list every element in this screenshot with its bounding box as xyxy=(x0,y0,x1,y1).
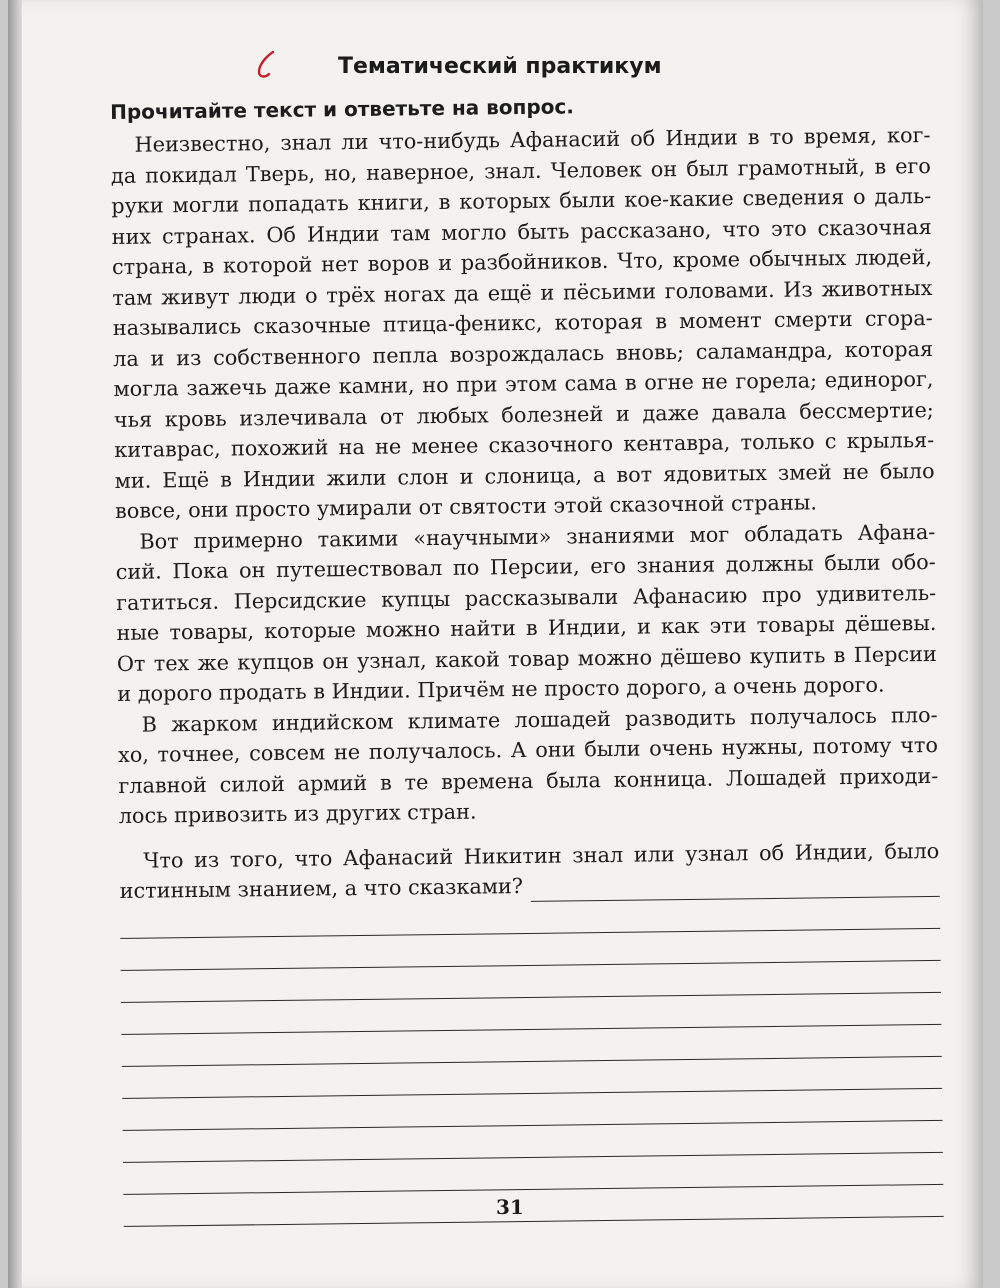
text-line: ми. Ещё в Индии жили слон и слоница, а вот ядовитых змей не было xyxy=(114,458,935,493)
text-line: да покидал Тверь, но, наверное, знал. Человек он был грамотный, в его xyxy=(110,153,932,188)
text-line: ла и из собственного пепла возрождалась вновь; саламандра, которая xyxy=(113,336,934,371)
text-line: могла зажечь даже камни, но при этом сама в огне не горела; единорог, xyxy=(113,366,934,401)
text-line: лось привозить из других стран. xyxy=(118,799,477,828)
text-block xyxy=(110,90,944,1226)
text-line: чья кровь излечивала от любых болезней и даже давала бессмертие; xyxy=(113,397,934,432)
text-line: Вот примерно такими «научными» знаниями мог обладать Афана- xyxy=(139,519,936,554)
text-line: там живут люди о трёх ногах да ещё и пёсьими головами. Из животных xyxy=(112,275,933,310)
paragraph-1 xyxy=(110,120,935,526)
text-line: страна, в которой нет воров и разбойников. Что, кроме обычных людей, xyxy=(111,244,933,279)
text-line: сий. Пока он путешествовал по Персии, его знания должны были обо- xyxy=(115,549,936,584)
page-number: 31 xyxy=(496,1195,524,1219)
workbook-page xyxy=(8,0,983,1288)
paragraph-2 xyxy=(115,516,937,709)
text-line: назывались сказочные птица-феникс, которая в момент смерти сгора- xyxy=(112,305,933,340)
text-line: них странах. Об Индии там могло быть рассказано, что это сказочная xyxy=(111,214,932,249)
page-title: Тематический практикум xyxy=(338,54,662,79)
text-line: От тех же купцов он узнал, какой товар можно дёшево купить в Персии xyxy=(116,641,937,676)
text-line: китаврас, похожий на не менее сказочного кентавра, только с крылья- xyxy=(114,427,935,462)
page-gutter-shadow xyxy=(8,0,22,1288)
question-line: Что из того, что Афанасий Никитин знал или узнал об Индии, было xyxy=(143,838,940,873)
text-line: ные товары, которые можно найти в Индии, и как эти товары дёшевы. xyxy=(116,610,937,645)
task-instruction: Прочитайте текст и ответьте на вопрос. xyxy=(110,94,575,124)
text-line: В жарком индийском климате лошадей разводить получалось пло- xyxy=(141,702,938,737)
text-line: Неизвестно, знал ли что-нибудь Афанасий об Индии в то время, ког- xyxy=(134,122,931,157)
question-block xyxy=(119,835,944,1226)
red-pen-mark-icon xyxy=(253,50,281,80)
question-line: истинным знанием, а что сказками? xyxy=(119,874,524,903)
text-line: главной силой армий в те времена была конница. Лошадей приходи- xyxy=(118,763,939,798)
text-line: руки могли попадать книги, в которых были кое-какие сведения о даль- xyxy=(111,183,932,218)
text-line: хо, точнее, совсем не получалось. А они были очень нужны, потому что xyxy=(117,732,939,767)
text-line: и дорого продать в Индии. Причём не просто дорого, а очень дорого. xyxy=(117,672,885,706)
text-line: гатиться. Персидские купцы рассказывали Афанасию про удивитель- xyxy=(115,580,937,615)
paragraph-3 xyxy=(117,699,938,831)
text-line: вовсе, они просто умирали от святости этой сказочной страны. xyxy=(114,490,818,523)
